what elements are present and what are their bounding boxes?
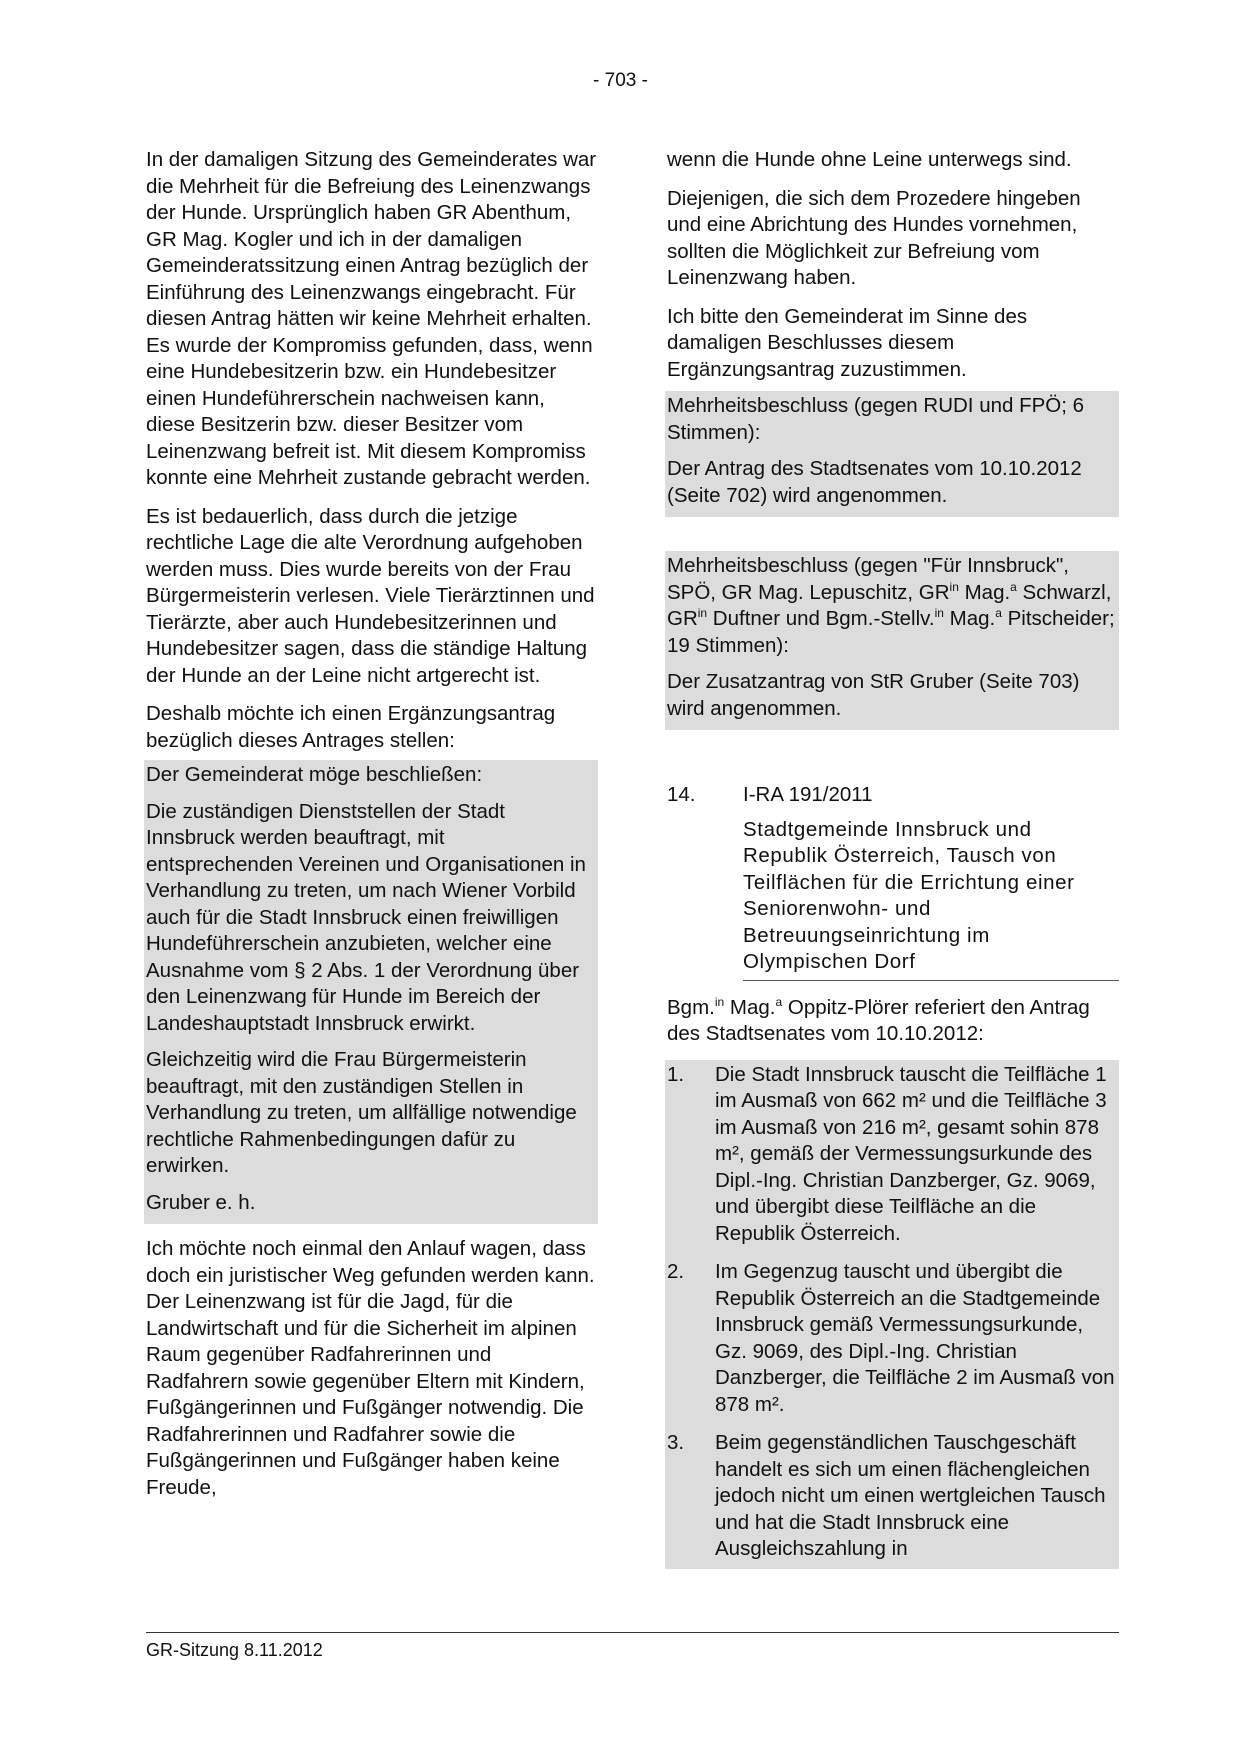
vote-text: Der Antrag des Stadtsenates vom 10.10.2012 (Seite 702) wird angenommen.	[667, 457, 1082, 507]
motion-text: Gleichzeitig wird die Frau Bürgermeisterin beauftragt, mit den zuständigen Stellen in Verhandlung zu treten, um allfällige notwendige rechtliche Rahmenbedingungen dafür zu erwirken.	[146, 1048, 577, 1177]
page-number: - 703 -	[593, 70, 648, 91]
agenda-item-subject: Stadtgemeinde Innsbruck und Republik Österreich, Tausch von Teilflächen für die Errichtung einer Seniorenwohn- und Betreuungseinrichtung im Olympischen Dorf	[743, 817, 1119, 981]
vote-result: Mehrheitsbeschluss (gegen RUDI und FPÖ; 6 Stimmen):	[667, 394, 1085, 444]
referent-line: Bgm.$^{in}$ Mag.$^a$ Oppitz-Plörer referiert den Antrag des Stadtsenates vom 10.10.2012:	[667, 994, 1090, 1045]
vote-text: Der Zusatzantrag von StR Gruber (Seite 703) wird angenommen.	[667, 670, 1080, 720]
paragraph: wenn die Hunde ohne Leine unterwegs sind.	[667, 148, 1072, 171]
list-item: 1. Die Stadt Innsbruck tauscht die Teilfläche 1 im Ausmaß von 662 m² und die Teilfläche 3 im Ausmaß von 216 m², gesamt sohin 878 m², gemäß der Vermessungsurkunde des Dipl.-Ing. Christian Danzberger, Gz. 9069, und übergibt diese Teilfläche an die Republik Österreich.	[667, 1062, 1107, 1245]
motion-intro: Der Gemeinderat möge beschließen:	[146, 763, 483, 786]
paragraph: Diejenigen, die sich dem Prozedere hingeben und eine Abrichtung des Hundes vornehmen, sollten die Möglichkeit zur Befreiung vom Leinenzwang haben.	[667, 186, 1081, 289]
paragraph: Deshalb möchte ich einen Ergänzungsantrag bezüglich dieses Antrages stellen:	[146, 702, 556, 752]
paragraph: In der damaligen Sitzung des Gemeinderates war die Mehrheit für die Befreiung des Leinenzwangs der Hunde. Ursprünglich haben GR Abenthum, GR Mag. Kogler und ich in der damaligen Gemeinderatssitzung einen Antrag bezüglich der Einführung des Leinenzwangs eingebracht. Für diesen Antrag hätten wir keine Mehrheit erhalten. Es wurde der Kompromiss gefunden, dass, wenn eine Hundebesitzerin bzw. ein Hundebesitzer einen Hundeführerschein nachweisen kann, diese Besitzerin bzw. dieser Besitzer vom Leinenzwang befreit ist. Mit diesem Kompromiss konnte eine Mehrheit zustande gebracht werden.	[146, 148, 597, 489]
right-column	[667, 147, 1119, 1569]
vote-result-box	[665, 391, 1119, 517]
agenda-item-header	[667, 782, 1119, 809]
vote-result-box	[665, 551, 1119, 730]
motion-box	[144, 760, 598, 1224]
left-column	[146, 147, 598, 1513]
agenda-item-code: I-RA 191/2011	[743, 783, 873, 806]
paragraph: Es ist bedauerlich, dass durch die jetzige rechtliche Lage die alte Verordnung aufgehoben werden muss. Dies wurde bereits von der Frau Bürgermeisterin verlesen. Viele Tierärztinnen und Tierärzte, aber auch Hundebesitzerinnen und Hundebesitzer sagen, dass die ständige Haltung der Hunde an der Leine nicht artgerecht ist.	[146, 504, 595, 687]
vote-result: Mehrheitsbeschluss (gegen "Für Innsbruck", SPÖ, GR Mag. Lepuschitz, $GR^{in}$ Mag.$^a$ Schwarzl, $GR^{in}$ Duftner und Bgm.-Stellv.$^{in}$ Mag.$^a$ Pitscheider; 19 Stimmen):	[667, 554, 1115, 657]
numbered-list	[665, 1060, 1119, 1569]
agenda-item-number: 14.	[667, 783, 696, 806]
list-item: 3. Beim gegenständlichen Tauschgeschäft handelt es sich um einen flächengleichen jedoch nicht um einen wertgleichen Tausch und hat die Stadt Innsbruck eine Ausgleichszahlung in	[667, 1431, 1106, 1560]
paragraph: Ich bitte den Gemeinderat im Sinne des damaligen Beschlusses diesem Ergänzungsantrag zuzustimmen.	[667, 304, 1028, 381]
footer-divider	[146, 1632, 1119, 1633]
list-item: 2. Im Gegenzug tauscht und übergibt die Republik Österreich an die Stadtgemeinde Innsbruck gemäß Vermessungsurkunde, Gz. 9069, des Dipl.-Ing. Christian Danzberger, die Teilfläche 2 im Ausmaß von 878 m².	[667, 1260, 1115, 1416]
paragraph: Ich möchte noch einmal den Anlauf wagen, dass doch ein juristischer Weg gefunden werden kann. Der Leinenzwang ist für die Jagd, für die Landwirtschaft und für die Sicherheit im alpinen Raum gegenüber Radfahrerinnen und Radfahrern sowie gegenüber Eltern mit Kindern, Fußgängerinnen und Fußgänger notwendig. Die Radfahrerinnen und Radfahrer sowie die Fußgängerinnen und Fußgänger haben keine Freude,	[146, 1237, 595, 1499]
footer: GR-Sitzung 8.11.2012	[146, 1640, 323, 1660]
motion-text: Die zuständigen Dienststellen der Stadt Innsbruck werden beauftragt, mit entsprechenden Vereinen und Organisationen in Verhandlung zu treten, um nach Wiener Vorbild auch für die Stadt Innsbruck einen freiwilligen Hundeführerschein anzubieten, welcher eine Ausnahme vom § 2 Abs. 1 der Verordnung über den Leinenzwang für Hunde im Bereich der Landeshauptstadt Innsbruck erwirkt.	[146, 799, 586, 1035]
motion-signature: Gruber e. h.	[146, 1190, 256, 1214]
